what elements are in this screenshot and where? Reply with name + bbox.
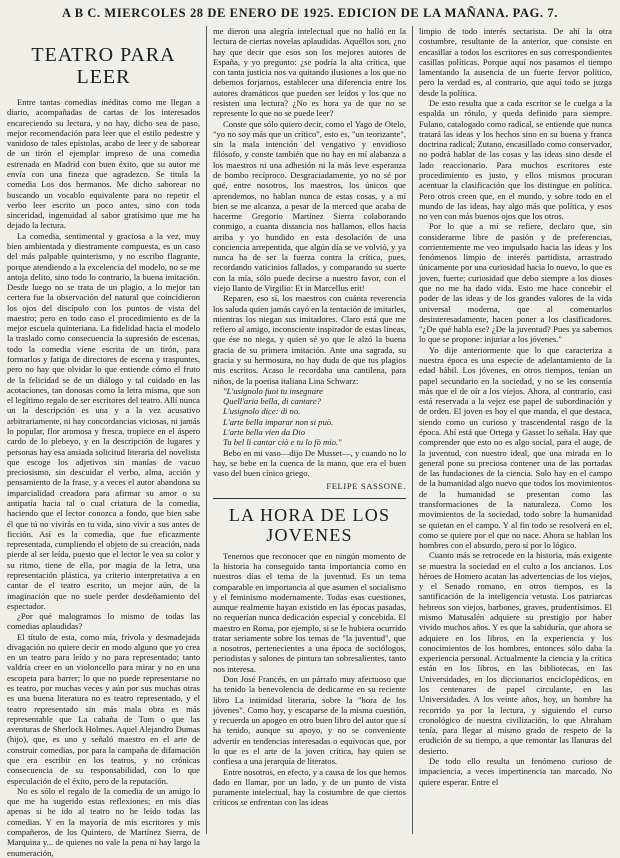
paragraph: Entre nosotros, en efecto, y a causa de los que hemos dado en llamar, por un lado, y de un punto de vista puramente intelectual, hay la costumbre de que ciertos críticos se enfrentan con las ideas: [213, 766, 406, 808]
column-rule: [412, 26, 413, 834]
paragraph: ¿Por qué malogramos lo mismo de todas las comedias aplaudidas?: [7, 611, 200, 632]
newspaper-header: A B C. MIERCOLES 28 DE ENERO DE 1925. EDICION DE LA MAÑANA. PAG. 7.: [62, 6, 558, 20]
paragraph: Conste que sólo quiero decir, como el Yago de Otelo, "yo no soy más que un crítico", esto es, "un teorizante", sin la mala intención del vengativo y envidioso filósofo, y conste también que no hay en mí alabanza a los maestros ni una adhesión ni la más leve esperanza de bombo recíproco. Desgraciadamente, yo no sé por qué, entre nosotros, los maestros, los únicos que aprendemos, no hablan nunca de estas cosas, y a mí bien se me alcanza, a pesar de la merced que acaba de hacerme Gregorio Martínez Sierra colaborando conmigo, a cuanta distancia nos hallamos, ellos hacia arriba y yo hundido en esta desolación de una conciencia arrepentida, que algún día se ve volvió, y ya nunca ha de ser la fuerza contra la crítica, pues, recordando vaticinios fallados, y comparando su suerte con la mía, sólo puede decirse a nuestro favor, con el viejo llanto de Virgilio: Et in Marcellus erit!: [213, 118, 406, 294]
column-rule: [206, 26, 207, 834]
paragraph: Bebo en mi vaso—dijo De Musset—, y cuando no lo hay, se bebe en la cuenca de la mano, que era el buen vaso del buen cínico griego.: [213, 447, 406, 479]
paragraph: me dieron una alegría intelectual que no halló en la lectura de ciertas novelas aplaudidas. Aquéllos son, ¿no hay que decir que esos son los mejores autores de España, y yo pregunto: ¿se podría la alta crítica, que con tanta justicia nos va quitando ilusiones a los que no debemos forjarnos, establecer una diferencia entre los autores dramáticos que pueden ser leídos y los que no resisten una lectura? ¿No es hora ya de que no se represente lo que no se puede leer?: [213, 26, 406, 119]
paragraph: El título de esta, como mía, frívola y desmadejada divagación no quiere decir en modo alguno que yo crea en un teatro para leído y no para representado; tanto valdría creer en un violoncello para mirar y no en una escopeta para barrer; lo que no puede representarse no es teatro, por muchas veces y aún por sus muchas otras es una buena literatura no es teatro representado, y el teatro representado sin más mala obra es más representable que La cabaña de Tom o que las aventuras de Sherlock Holmes. Aquel Alejandro Dumas (hijo), que, es uno y señaló maestro en el arte de construir comedias, por para la campaña de difamación que era escribir en los teatros, y no crónicas consecuencia de su responsabilidad, con lo que especulación de el éxito, pero de la reputación.: [7, 631, 200, 786]
paragraph: Entre tantas comedias inéditas como me llegan a diario, acompañadas de cartas de los interesados encareciendo su lectura, y no hay, dicho sea de paso, mejor recomendación para leer que el estilo pedestre y vanidoso de tales epístolas, acabo de leer y de saborear de un tirón el ejemplar impreso de una comedia estrenada en Madrid con buen éxito, que su autor me envía con una fineza que agradezco. Se titula la comedia Los dos hermanos. Me dicho saborear no buscando un vocablo equivalente para no repetir el verbo leer escrito un poco antes, sino con toda sinceridad, ingenuidad al sabor gratísimo que me ha dejado la lectura.: [7, 97, 200, 231]
column-2: [213, 26, 406, 834]
verse-line: L'arte bella imparar non si può.: [223, 416, 334, 427]
paragraph: Don José Francés, en un párrafo muy afectuoso que ha tenido la benevolencia de dedicarme en su reciente libro La intimidad literaria, sobre la "hora de los jóvenes". Como hoy, y escaparse de la misma cuestión, y recuerda un apogeo en otro buen libro del autor que sí ha tenido, aunque su apoyo, y no se conveniente advertir en tendencias interesadas o equívocas que, por lo que es el arte de la joven crítica, hay quien se confiesa a una jerarquía de literatos.: [213, 674, 406, 767]
paragraph: No es sólo el regalo de la comedia de un amigo lo que me ha sugerido estas reflexiones; en mis días apenas si he ido al teatro no he leído todas las comedias. Y en la mayoría de mis escritores y mis compañeros, de los Quintero, de Martínez Sierra, de Marquina y... de quienes no vale la pena ni hay largo la enumeración,: [7, 785, 200, 858]
poem-verse: [213, 386, 406, 448]
paragraph: Yo dije anteriormente que lo que caracteriza a nuestra época es una especie de adelantamiento de la edad hábil. Los jóvenes, en otros tiempos, tenían un papel secundario en la sociedad, y no se les consentía más que el de oír a los viejos. Ahora, al contrario, casi está reservada a la vejez ese papel de subordinación y de orden. El joven es hoy el que manda, el que destaca, siendo como un curioso y trascendental rasgo de la época. Ahí está que Ortega y Gasset lo señala. Hay que comprender que esto no es algo social, para el auge, de la juventud, con nuestro ideal, que una mirada en lo general pone su preciosa contener una de las portadas de las fundaciones de la ciencia. Solo hay en el campo de la humanidad algo nuevo que todos los movimientos de la humanidad se presentan como las transformaciones de la naturaleza. Como los movimientos de la sociedad, todo sobre la humanidad se quietan en el campo. Y al fin todo se resolverá en el, como se quiere por el que no nace. Ahora se hablan los hombres con el absurdo, pero sí por lo lógico.: [419, 344, 612, 551]
article-title-jovenes: LA HORA DE LOS JOVENES: [228, 504, 391, 545]
paragraph: De esto resulta que a cada escritor se le cuelga a la espalda un rótulo, y queda definido para siempre. Fulano, catalogado como radical, se entiende que nunca tratará las ideas y los hechos sino en su buena y franca doctrina radical; Zutano, encasillado como conservador, no podrá hablar de las cosas y las ideas sino desde el lado reaccionario. Para muchos escritores este procedimiento es justo, y ellos mismos procuran acentuar la clasificación que los distingue en política. Pero otros creen que, en el mundo, y sobre todo en el mundo de las ideas, hay algo más que política, y esos no ven con más buenos ojos que los otros.: [419, 97, 612, 222]
paragraph: Por lo que a mí se refiere, declaro que, sin considerarme libre de pasión y de preferencias, corrientemente me veo impulsado hacia las ideas y los fenómenos limpio de interés partidista, arrastrado únicamente por una curiosidad hacia lo nuevo, lo que es joven, fuerte; curiosidad que debo siempre a los dioses que no me ha dado vida. Esto me hace concebir el poder de las ideas y de los grandes valores de la vida universal moderna, que al comentarlos desinteresadamente, hacen poner a los clasificadores. "¿De qué habla ese? ¿De la juventud? Pues ya sabemos lo que se propone: injuriar a los jóvenes.": [419, 221, 612, 345]
paragraph: Reparen, eso sí, los maestros con cuánta reverencia los saluda quien jamás cayó en la tentación de imitarles, mientras los niegan sus imitadores. Claro está que me refiero al amigo, inconsciente inspirador de estas líneas, que ése no niega, y quien sé yo que le alzó la buena gracia de su primera imitación. Ante una sagrada, su gracia y su hermosura, no hay duda de que tus plagios mis escritos. Acaso le recordaba una cantilena, para niños, de la poetisa italiana Lina Schwarz:: [213, 293, 406, 386]
verse-line: Quell'aria bella, di cantare?: [223, 396, 321, 407]
author-signature: FELIPE SASSONE.: [326, 481, 406, 492]
paragraph: La comedia, sentimental y graciosa a la vez, muy bien ambientada y diestramente compuesta, es un caso del más palpable quinterismo, y no escribo flagrante, porque atendiendo a la excelencia del modelo, no se me antoja delito, sino todo lo contrario, la buena imitación. Desde luego no se trata de un plagio, a lo mejor tan certera fue la observación del natural que coincidieron los ojos del discípulo con los puntos de vista del maestro; pero en todo caso el procedimiento es de la mejor escuela quinteriana. La fidelidad hacia el modelo la traslado como consecuencia la supresión de escenas, todo la comedia viene escrita de un tirón, para formarlos y fatiga de directores de escena y traspuntes, pero no hay que olvidar lo que entiende cómo el fruto de la felicidad se de un diálogo y tal cuidado en las acotaciones, tan donosas como la letra misma, que son el legítimo regalo de ser escritores del teatro. Allí nunca un la descripción es una y a la vez acusativo arbitrariamente, ni hay concordancias viciosas, ni jamás lo popular, flor aromosa y fresca, tropiece en el áspero cardo de lo plebeyo, y en la descripción de lugares y personas hay esa ansiada solicitud literaria del novelista que escoge los adjetivos sin manías de vacuo preciosismo, sin descuidar el verbo, alma, acción y pensamiento de la frase, y a veces el autor abandona su imparcialidad creadora para afirmar su amor o su antipatía hacia tal o cual criatura de la comedia, haciendo que el lector conozca a fondo, que bien sabe él que tú no vivirás en tu vida, sino vivir a sus antes de ficción. Así es la comedia, que fue eficazmente representada, cumpliendo el objeto de su creación, nada pierde al ser leída, puesto que el lector le vea su color y su ritmo, tiene de ella, por magia de la letra, una representación plástica, ya criterio interpretativa a en cantar de el teatro escrito, un mejor aún, de la imaginación que no suele perder desdeñamiento del espectador.: [7, 230, 200, 611]
paragraph: Tenemos que reconocer que en ningún momento de la historia ha conseguido tanta importancia como en nuestros días el tema de la juventud. Es un tema comparable en importancia al que asumen el socialismo y el feminismo modernamente. Todas esas cuestiones, aunque realmente hayan existido en las épocas pasadas, no requerían nunca dedicación especial y concebida. El maestro en Roma, por ejemplo, si se le hubiera ocurrido tratar seriamente sobre los temas de "la juventud", que a nosotros, pertenecientes a una época de sociólogos, periodistas y salones de pintura tan sobresalientes, tanto nos interesa.: [213, 550, 406, 674]
paragraph: De todo ello resulta un fenómeno curioso de impaciencia, a veces impertinencia tan marcado. No quiere esperar. Entre el: [419, 755, 612, 787]
verse-line: "L'usignolo fuoi tu insegnare: [223, 385, 323, 396]
article-divider: [213, 498, 406, 499]
column-3: [419, 26, 612, 834]
paragraph: limpio de todo interés sectarista. De ahí la otra costumbre, resultante de la anterior, que consiste en encasillar a todos los escritores en sus correspondientes casillas políticas. Porque aquí nos pasamos el tiempo lamentando la ausencia de un fuerte fervor político, pero la verdad es, al contrario, que aquí todo se juzga desde la política.: [419, 26, 612, 98]
article-title-teatro: TEATRO PARA LEER: [31, 44, 176, 88]
verse-line: Tu bel li cantar ciò e tu lo fò mio.": [223, 437, 342, 448]
paragraph: Cuanto más se retrocede en la historia, más exigente se muestra la sociedad en el culto a los ancianos. Los héroes de Homero acatan las advertencias de los viejos, y el Senado romano, en otros tiempos, es la santificación de la inteligencia vetusta. Los patriarcas hebreos son viejos, barbones, graves, prudentísimos. El mismo Matusalén adquiere su prestigio por haber vivido muchos años. Y es que la sabiduría, que ahora se adquiere en los libros, en la experiencia y los conocimientos de los hombres, entonces sólo daba la experiencia personal. Actualmente la ciencia y la crítica están en los libros, en las bibliotecas, en las Universidades, en los diccionarios enciclopédicos, en los centenares de papel circulante, en las Universidades. A los veinte años, hoy, un hombre ha recorrido ya por la lectura, y siguiendo el curso cronológico de nuestra civilización, lo que Abraham tenía, para llegar al mismo grado de respeto de la erudición de su tiempo, a que remontar las llanuras del desierto.: [419, 550, 612, 756]
verse-line: L'arte bella vien da Dio: [223, 426, 306, 437]
column-1: [7, 26, 200, 858]
verse-line: L'usignolo dice: di no.: [223, 406, 301, 417]
